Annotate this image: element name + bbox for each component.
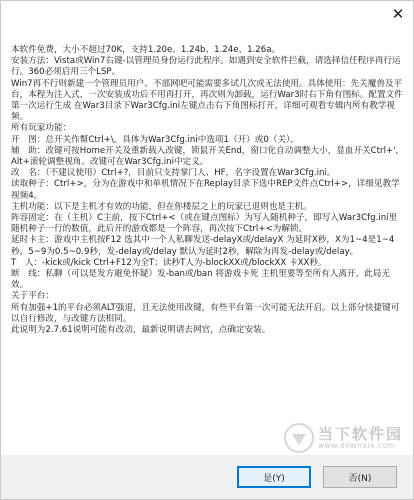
- no-button[interactable]: 否(N): [323, 466, 397, 488]
- message-line: 所有玩家功能：: [11, 123, 72, 134]
- button-bar: [1, 455, 413, 499]
- message-line: 改 名：（不建议使用）Ctrl+?，目前只支持掌门人、HF，名字设置在War3Cfg.ini。: [11, 168, 336, 179]
- close-icon[interactable]: ✕: [391, 5, 405, 23]
- message-line: 开 图：总开关作幫Ctrl+\。具体为War3Cfg.ini中选项1（开）或0（关）。: [11, 134, 299, 145]
- message-line: Win7再不行则新建一个管理员用户。不部网吧可能需要多试几次或无法使用。具体使用：先关魔兽及平台，本程为注入式，一次安装成功后不用再打开，再次则为卸载，运行War3时右下角有图标。配置文件第一次运行生成 在War3目录下War3Cfg.ini左键点击右下角图标打开，详细可观看专辑内所有教学视频。: [11, 78, 403, 123]
- message-line: 延时卡主：游戏中主机按F12 选其中一个人私聊发送-delayX或/delayX 为延时X秒，X为1~4是1~4秒，5~9为0.5~0.9秒，发-delay或/delay 默认为延时2秒，解除为再发-delay或/delay。: [11, 235, 395, 257]
- watermark-logo-icon: [284, 423, 314, 453]
- watermark-url: www.downxia.com: [317, 441, 396, 451]
- yes-button[interactable]: 是(Y): [237, 466, 311, 488]
- message-line: 所有加强+1的平台必须ALT强退，且无法使用改键，有些平台第一次可能无法开启。以上部分快捷键可以自行修改，与改键方法相同。: [11, 302, 400, 324]
- message-line: 断 线：私聊（可以是发方避免怀疑）发-ban或/ban 将游戏卡死 主机里要等至所有人离开，此局无效。: [11, 269, 390, 291]
- message-line: 本软件免费，大小不超过70K，支持1.20e、1.24b、1.24e、1.26a。: [11, 45, 281, 55]
- message-line: 关于平台：: [11, 291, 54, 302]
- message-line: 阵容固定：在（主机）C主前，按下Ctrl+<（或在键点图标）为写入随机种子，即写入War3Cfg.ini里随机种子一行的数值，此后开的游戏都是一个阵容，再次按下Ctrl+<为解锁。: [11, 213, 398, 235]
- message-line: T 人：-kick或/kick Ctrl+F12为全T；读秒T人为-blockXX或/blockXX 卡XX秒。: [11, 257, 327, 268]
- watermark-text: 当下软件园: [317, 424, 403, 443]
- message-line: 读取种子：Ctrl+>，分为在游戏中和单机情况下在Replay目录下选中REP文件点Ctrl+>，详细见教学视频4。: [11, 179, 400, 201]
- message-line: 安装方法：Vista或Win7右键-以管理员身份运行此程序。如遇到安全软件拦截，请选择信任程序再行运行。360必须启用三个LSP。: [11, 56, 401, 78]
- dialog-message: [11, 45, 405, 336]
- message-line: 主机功能：以下是主机才有效的功能，但在你楼层之上的玩家已退则也是主机。: [11, 201, 312, 212]
- watermark: [284, 423, 403, 453]
- message-line: 此说明为2.7.61说明可能有改动，最新说明请去网官，点确定安装。: [11, 325, 271, 336]
- message-line: 辅 助：改键可按Home开关及重新载入改键，锁鼠开关End，窗口化自动调整大小，显血开关Ctrl+'，Alt+滚轮调整视角。改键可在War3Cfg.ini中定义。: [11, 145, 405, 168]
